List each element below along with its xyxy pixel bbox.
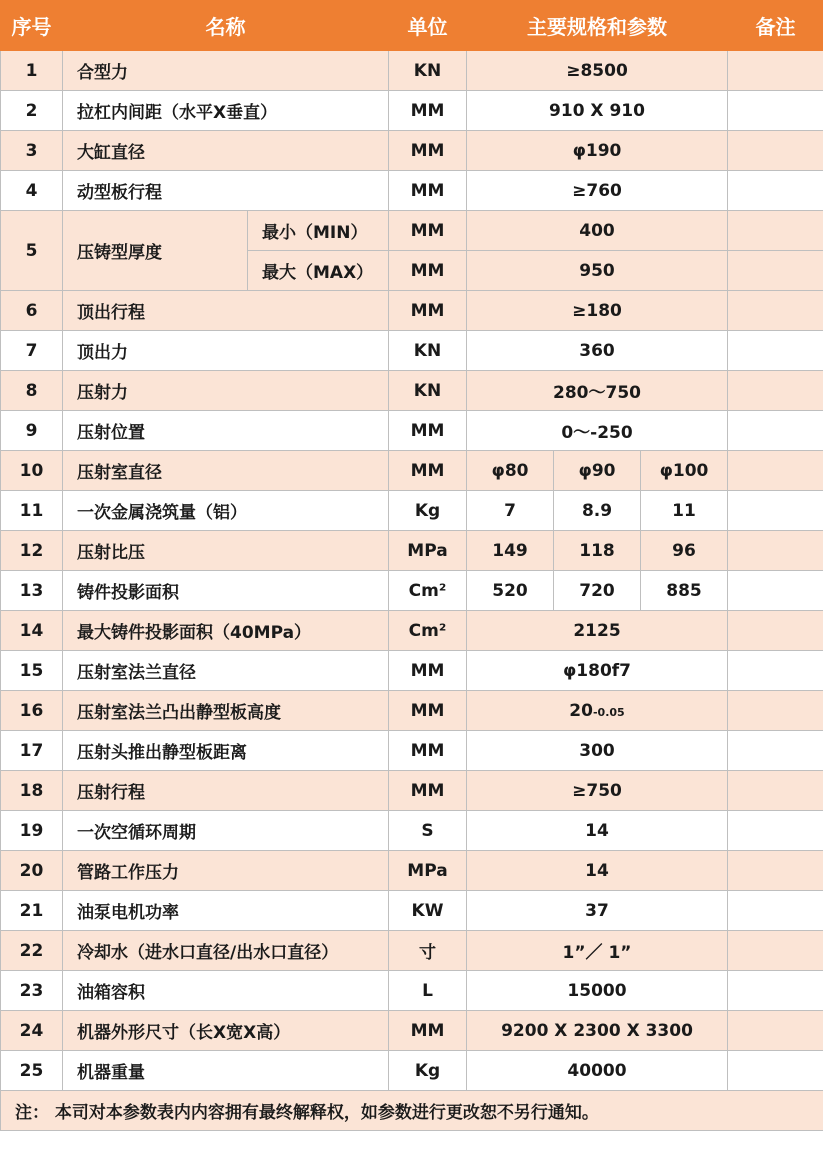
- row-name: 一次金属浇筑量（铝）: [63, 491, 389, 531]
- row-no: 4: [1, 171, 63, 211]
- header-no: 序号: [1, 1, 63, 51]
- row-no: 12: [1, 531, 63, 571]
- header-unit: 单位: [389, 1, 467, 51]
- row-no: 7: [1, 331, 63, 371]
- row-unit: 寸: [389, 931, 467, 971]
- row-no: 23: [1, 971, 63, 1011]
- row-value: 9200 X 2300 X 3300: [467, 1011, 728, 1051]
- row-value: [467, 691, 728, 731]
- row-no: 20: [1, 851, 63, 891]
- row-value-max: 950: [467, 251, 728, 291]
- row-value: φ180f7: [467, 651, 728, 691]
- table-row: [1, 91, 823, 131]
- row-unit: MM: [389, 291, 467, 331]
- table-row: [1, 51, 823, 91]
- row-name: 合型力: [63, 51, 389, 91]
- row-value: 15000: [467, 971, 728, 1011]
- row-unit: Kg: [389, 491, 467, 531]
- value-tolerance: -0.05: [592, 705, 625, 719]
- row-value-3: 11: [641, 491, 728, 531]
- row-name: 管路工作压力: [63, 851, 389, 891]
- row-name: 压射位置: [63, 411, 389, 451]
- row-no: 25: [1, 1051, 63, 1091]
- row-remark: [728, 91, 823, 131]
- row-value-2: 8.9: [554, 491, 641, 531]
- table-row: [1, 491, 823, 531]
- table-row: [1, 291, 823, 331]
- table-row: [1, 531, 823, 571]
- row-remark: [728, 411, 823, 451]
- row-unit: MM: [389, 651, 467, 691]
- row-name: 压射行程: [63, 771, 389, 811]
- row-remark: [728, 51, 823, 91]
- row-unit: S: [389, 811, 467, 851]
- row-name: 机器外形尺寸（长X宽X高）: [63, 1011, 389, 1051]
- row-unit: MM: [389, 131, 467, 171]
- header-spec: 主要规格和参数: [467, 1, 728, 51]
- table-row: [1, 931, 823, 971]
- row-no: 17: [1, 731, 63, 771]
- row-name: 油箱容积: [63, 971, 389, 1011]
- table-row: [1, 331, 823, 371]
- table-header-row: [1, 1, 823, 51]
- row-name: 大缸直径: [63, 131, 389, 171]
- row-remark: [728, 771, 823, 811]
- row-name: 顶出行程: [63, 291, 389, 331]
- table-row: [1, 1011, 823, 1051]
- note-text: 本司对本参数表内内容拥有最终解释权，如参数进行更改恕不另行通知。: [54, 1103, 599, 1123]
- row-unit: MM: [389, 451, 467, 491]
- row-no: 5: [1, 211, 63, 291]
- row-remark: [728, 291, 823, 331]
- row-remark: [728, 931, 823, 971]
- row-name: 顶出力: [63, 331, 389, 371]
- row-no: 16: [1, 691, 63, 731]
- row-remark: [728, 131, 823, 171]
- header-name: 名称: [63, 1, 389, 51]
- row-value: ≥8500: [467, 51, 728, 91]
- row-name: 压射室法兰凸出静型板高度: [63, 691, 389, 731]
- header-remark: 备注: [728, 1, 823, 51]
- table-row: [1, 171, 823, 211]
- row-remark: [728, 1011, 823, 1051]
- row-name: 压射比压: [63, 531, 389, 571]
- row-no: 22: [1, 931, 63, 971]
- table-row: [1, 451, 823, 491]
- row-remark: [728, 451, 823, 491]
- row-unit: MM: [389, 251, 467, 291]
- row-remark: [728, 611, 823, 651]
- table-row: [1, 731, 823, 771]
- row-value: 300: [467, 731, 728, 771]
- row-unit: L: [389, 971, 467, 1011]
- row-no: 10: [1, 451, 63, 491]
- note: [1, 1091, 823, 1131]
- row-value-min: 400: [467, 211, 728, 251]
- row-name: 油泵电机功率: [63, 891, 389, 931]
- row-name: 动型板行程: [63, 171, 389, 211]
- row-value: 40000: [467, 1051, 728, 1091]
- row-remark: [728, 651, 823, 691]
- row-value: 14: [467, 811, 728, 851]
- row-value-2: φ90: [554, 451, 641, 491]
- row-remark: [728, 531, 823, 571]
- row-unit: MM: [389, 91, 467, 131]
- note-label: 注：: [15, 1103, 49, 1123]
- row-no: 15: [1, 651, 63, 691]
- row-name: 最大铸件投影面积（40MPa）: [63, 611, 389, 651]
- table-row: [1, 411, 823, 451]
- row-name: 压射头推出静型板距离: [63, 731, 389, 771]
- row-unit: KW: [389, 891, 467, 931]
- row-name: 压射力: [63, 371, 389, 411]
- row-no: 13: [1, 571, 63, 611]
- row-remark: [728, 491, 823, 531]
- row-value-1: 7: [467, 491, 554, 531]
- table-row: [1, 571, 823, 611]
- row-unit: MM: [389, 731, 467, 771]
- row-name: 一次空循环周期: [63, 811, 389, 851]
- row-unit: Cm²: [389, 571, 467, 611]
- row-subname-max: 最大（MAX）: [248, 251, 389, 291]
- row-remark: [728, 971, 823, 1011]
- row-value-3: 96: [641, 531, 728, 571]
- table-row: [1, 691, 823, 731]
- row-value: ≥180: [467, 291, 728, 331]
- table-row: [1, 771, 823, 811]
- table-row: [1, 851, 823, 891]
- row-name: 压射室法兰直径: [63, 651, 389, 691]
- row-value-3: φ100: [641, 451, 728, 491]
- row-value-2: 118: [554, 531, 641, 571]
- row-unit: MM: [389, 411, 467, 451]
- row-name: 压铸型厚度: [63, 211, 248, 291]
- row-unit: MM: [389, 771, 467, 811]
- table-row: [1, 651, 823, 691]
- row-remark: [728, 211, 823, 251]
- row-no: 6: [1, 291, 63, 331]
- row-name: 冷却水（进水口直径/出水口直径）: [63, 931, 389, 971]
- row-value: 2125: [467, 611, 728, 651]
- row-name: 铸件投影面积: [63, 571, 389, 611]
- value-main: 20: [569, 700, 593, 721]
- row-name: 拉杠内间距（水平X垂直）: [63, 91, 389, 131]
- row-remark: [728, 251, 823, 291]
- row-value: 1”／ 1”: [467, 931, 728, 971]
- row-no: 19: [1, 811, 63, 851]
- row-unit: MPa: [389, 851, 467, 891]
- table-row: [1, 971, 823, 1011]
- row-value: ≥760: [467, 171, 728, 211]
- row-remark: [728, 731, 823, 771]
- row-value: 280～750: [467, 371, 728, 411]
- table-row: [1, 211, 823, 251]
- row-no: 8: [1, 371, 63, 411]
- row-remark: [728, 371, 823, 411]
- row-unit: MM: [389, 171, 467, 211]
- note-row: [1, 1091, 823, 1131]
- row-value-3: 885: [641, 571, 728, 611]
- row-no: 2: [1, 91, 63, 131]
- table-row: [1, 131, 823, 171]
- row-value-1: φ80: [467, 451, 554, 491]
- row-unit: Kg: [389, 1051, 467, 1091]
- row-remark: [728, 331, 823, 371]
- row-remark: [728, 811, 823, 851]
- row-no: 1: [1, 51, 63, 91]
- row-no: 21: [1, 891, 63, 931]
- row-no: 14: [1, 611, 63, 651]
- row-remark: [728, 1051, 823, 1091]
- row-value-1: 520: [467, 571, 554, 611]
- row-unit: MM: [389, 1011, 467, 1051]
- row-value: 0～-250: [467, 411, 728, 451]
- table-row: [1, 611, 823, 651]
- row-remark: [728, 691, 823, 731]
- row-value-1: 149: [467, 531, 554, 571]
- row-value: 910 X 910: [467, 91, 728, 131]
- row-value: 360: [467, 331, 728, 371]
- row-no: 3: [1, 131, 63, 171]
- row-unit: KN: [389, 331, 467, 371]
- row-unit: MPa: [389, 531, 467, 571]
- row-no: 18: [1, 771, 63, 811]
- row-value-2: 720: [554, 571, 641, 611]
- row-no: 11: [1, 491, 63, 531]
- table-row: [1, 811, 823, 851]
- row-no: 24: [1, 1011, 63, 1051]
- row-remark: [728, 851, 823, 891]
- row-unit: Cm²: [389, 611, 467, 651]
- table-row: [1, 371, 823, 411]
- row-remark: [728, 171, 823, 211]
- row-no: 9: [1, 411, 63, 451]
- row-unit: KN: [389, 371, 467, 411]
- row-unit: MM: [389, 691, 467, 731]
- row-value: φ190: [467, 131, 728, 171]
- row-remark: [728, 571, 823, 611]
- table-row: [1, 1051, 823, 1091]
- row-value: 14: [467, 851, 728, 891]
- row-remark: [728, 891, 823, 931]
- row-name: 机器重量: [63, 1051, 389, 1091]
- row-subname-min: 最小（MIN）: [248, 211, 389, 251]
- table-row: [1, 891, 823, 931]
- row-unit: MM: [389, 211, 467, 251]
- row-value: ≥750: [467, 771, 728, 811]
- row-name: 压射室直径: [63, 451, 389, 491]
- row-unit: KN: [389, 51, 467, 91]
- row-value: 37: [467, 891, 728, 931]
